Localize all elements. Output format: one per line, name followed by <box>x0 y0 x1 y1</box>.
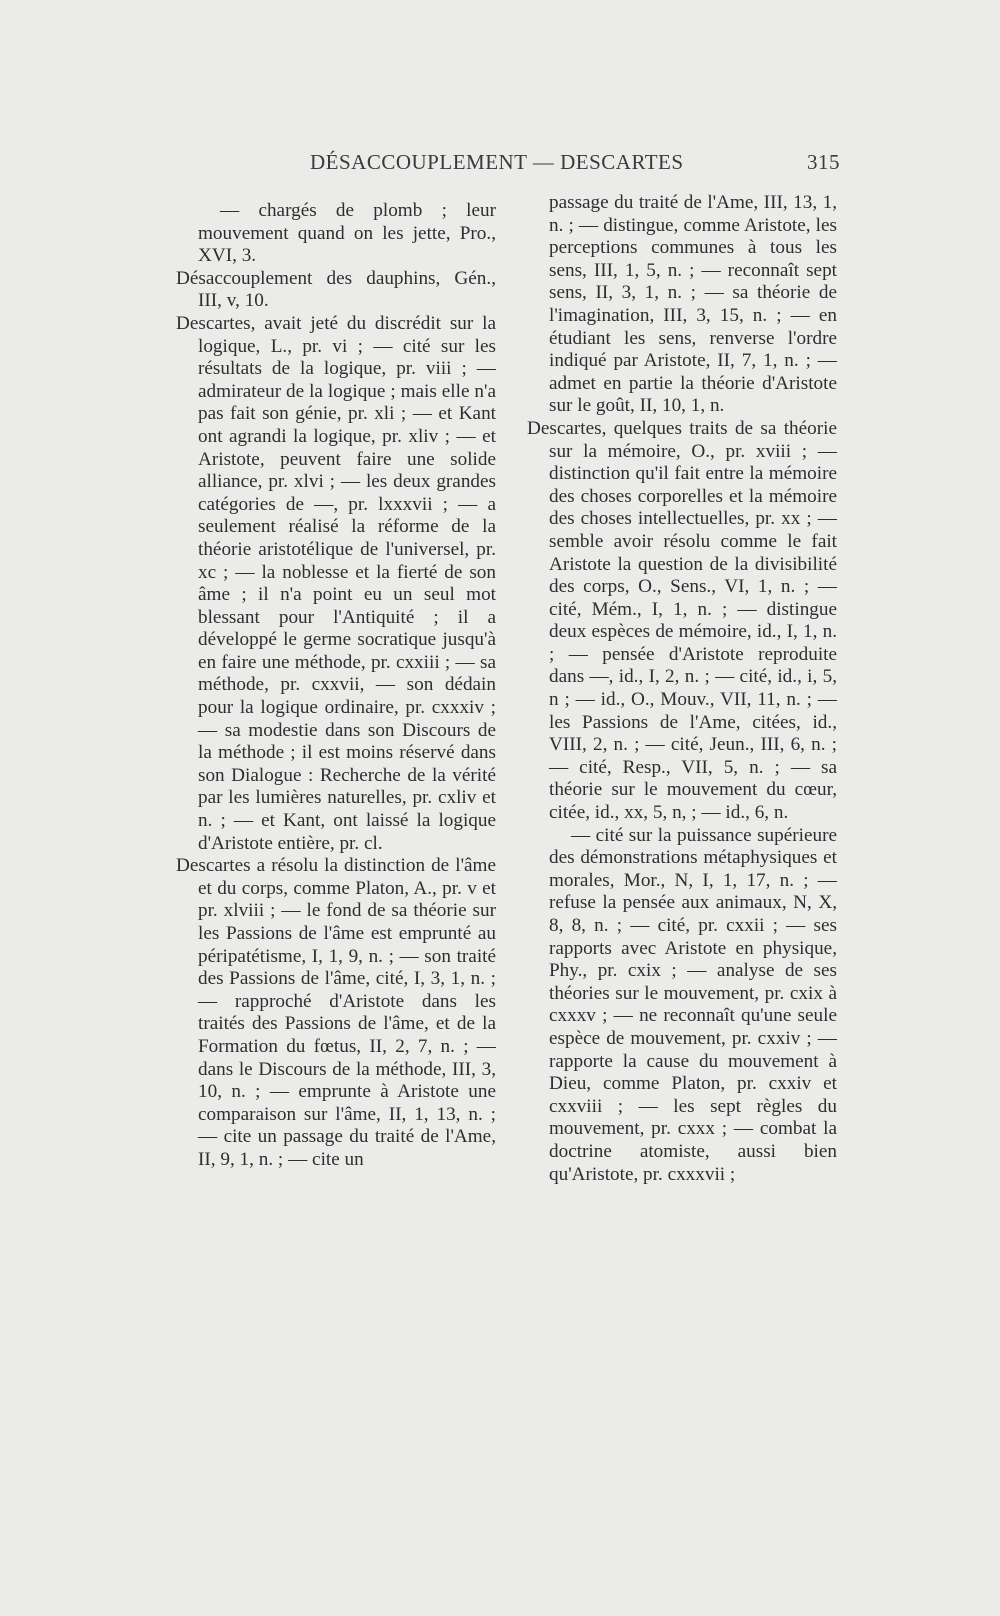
index-entry-descartes-logique: Descartes, avait jeté du discrédit sur la logique, L., pr. vi ; — cité sur les résultats de la logique, pr. viii ; — admirateur de la logique ; mais elle n'a pas fait son génie, pr. xli ; — et Kant ont agrandi la logique, pr. xliv ; — et Aristote, peuvent faire une solide alliance, pr. xlvi ; — les deux grandes catégories de —, pr. lxxxvii ; — a seulement réalisé la réforme de la théorie aristotélique de l'universel, pr. xc ; — la noblesse et la fierté de son âme ; il n'a point eu un seul mot blessant pour l'Antiquité ; il a développé le germe socratique jusqu'à en faire une méthode, pr. cxxiii ; — sa méthode, pr. cxxvii, — son dédain pour la logique ordinaire, pr. cxxxiv ; — sa modestie dans son Discours de la méthode ; il est moins réservé dans son Dialogue : Recherche de la vérité par les lumières naturelles, pr. cxliv et n. ; — et Kant, ont laissé la logique d'Aristote entière, pr. cl. <box>176 312 496 854</box>
index-entry-continuation: — chargés de plomb ; leur mouvement quand on les jette, Pro., XVI, 3. <box>198 200 496 267</box>
page-header-title: DÉSACCOUPLEMENT — DESCARTES <box>310 150 684 174</box>
index-entry-descartes-memoire: Descartes, quelques traits de sa théorie sur la mémoire, O., pr. xviii ; — distinction qu'il fait entre la mémoire des choses corporelles et la mémoire des choses intellectuelles, pr. xx ; — semble avoir résolu comme le fait Aristote la question de la divisibilité des corps, O., Sens., VI, 1, n. ; — cité, Mém., I, 1, n. ; — distingue deux espèces de mémoire, id., I, 1, n. ; — pensée d'Aristote reproduite dans —, id., I, 2, n. ; — cité, id., i, 5, n ; — id., O., Mouv., VII, 11, n. ; — les Passions de l'Ame, citées, id., VIII, 2, n. ; — cité, Jeun., III, 6, n. ; — cité, Resp., VII, 5, n. ; — sa théorie sur le mouvement du cœur, citée, id., xx, 5, n, ; — id., 6, n. <box>527 417 837 824</box>
index-entry-descartes-ame: Descartes a résolu la distinction de l'âme et du corps, comme Platon, A., pr. v et pr. xlviii ; — le fond de sa théorie sur les Passions de l'âme est emprunté au péripatétisme, I, 1, 9, n. ; — son traité des Passions de l'âme, cité, I, 3, 1, n. ; — rapproché d'Aristote dans les traités des Passions de l'âme, et de la Formation du fœtus, II, 2, 7, n. ; — dans le Discours de la méthode, III, 3, 10, n. ; — emprunte à Aristote une comparaison sur l'âme, II, 1, 13, n. ; — cite un passage du traité de l'Ame, II, 9, 1, n. ; — cite un <box>176 855 496 1170</box>
left-column <box>176 200 496 1172</box>
index-entry-descartes-physique: — cité sur la puissance supérieure des démonstrations métaphysiques et morales, Mor., N, I, 1, 17, n. ; — refuse la pensée aux animaux, N, X, 8, 8, n. ; — cité, pr. cxxii ; — ses rapports avec Aristote en physique, Phy., pr. cxix ; — analyse de ses théories sur le mouvement, pr. cxix à cxxxv ; — ne reconnaît qu'une seule espèce de mouvement, pr. cxxiv ; — rapporte la cause du mouvement à Dieu, comme Platon, pr. cxxiv et cxxviii ; — les sept règles du mouvement, pr. cxxx ; — combat la doctrine atomiste, aussi bien qu'Aristote, pr. cxxxvii ; <box>549 824 837 1185</box>
index-entry-continuation-right: passage du traité de l'Ame, III, 13, 1, n. ; — distingue, comme Aristote, les perceptions communes à tous les sens, III, 1, 5, n. ; — reconnaît sept sens, II, 3, 1, n. ; — sa théorie de l'imagination, III, 3, 15, n. ; — en étudiant les sens, renverse l'ordre indiqué par Aristote, II, 7, 1, n. ; — admet en partie la théorie d'Aristote sur le goût, II, 10, 1, n. <box>549 192 837 417</box>
right-column <box>527 192 837 1186</box>
page-number: 315 <box>807 150 840 174</box>
index-entry-desaccouplement: Désaccouplement des dauphins, Gén., III, v, 10. <box>176 267 496 312</box>
